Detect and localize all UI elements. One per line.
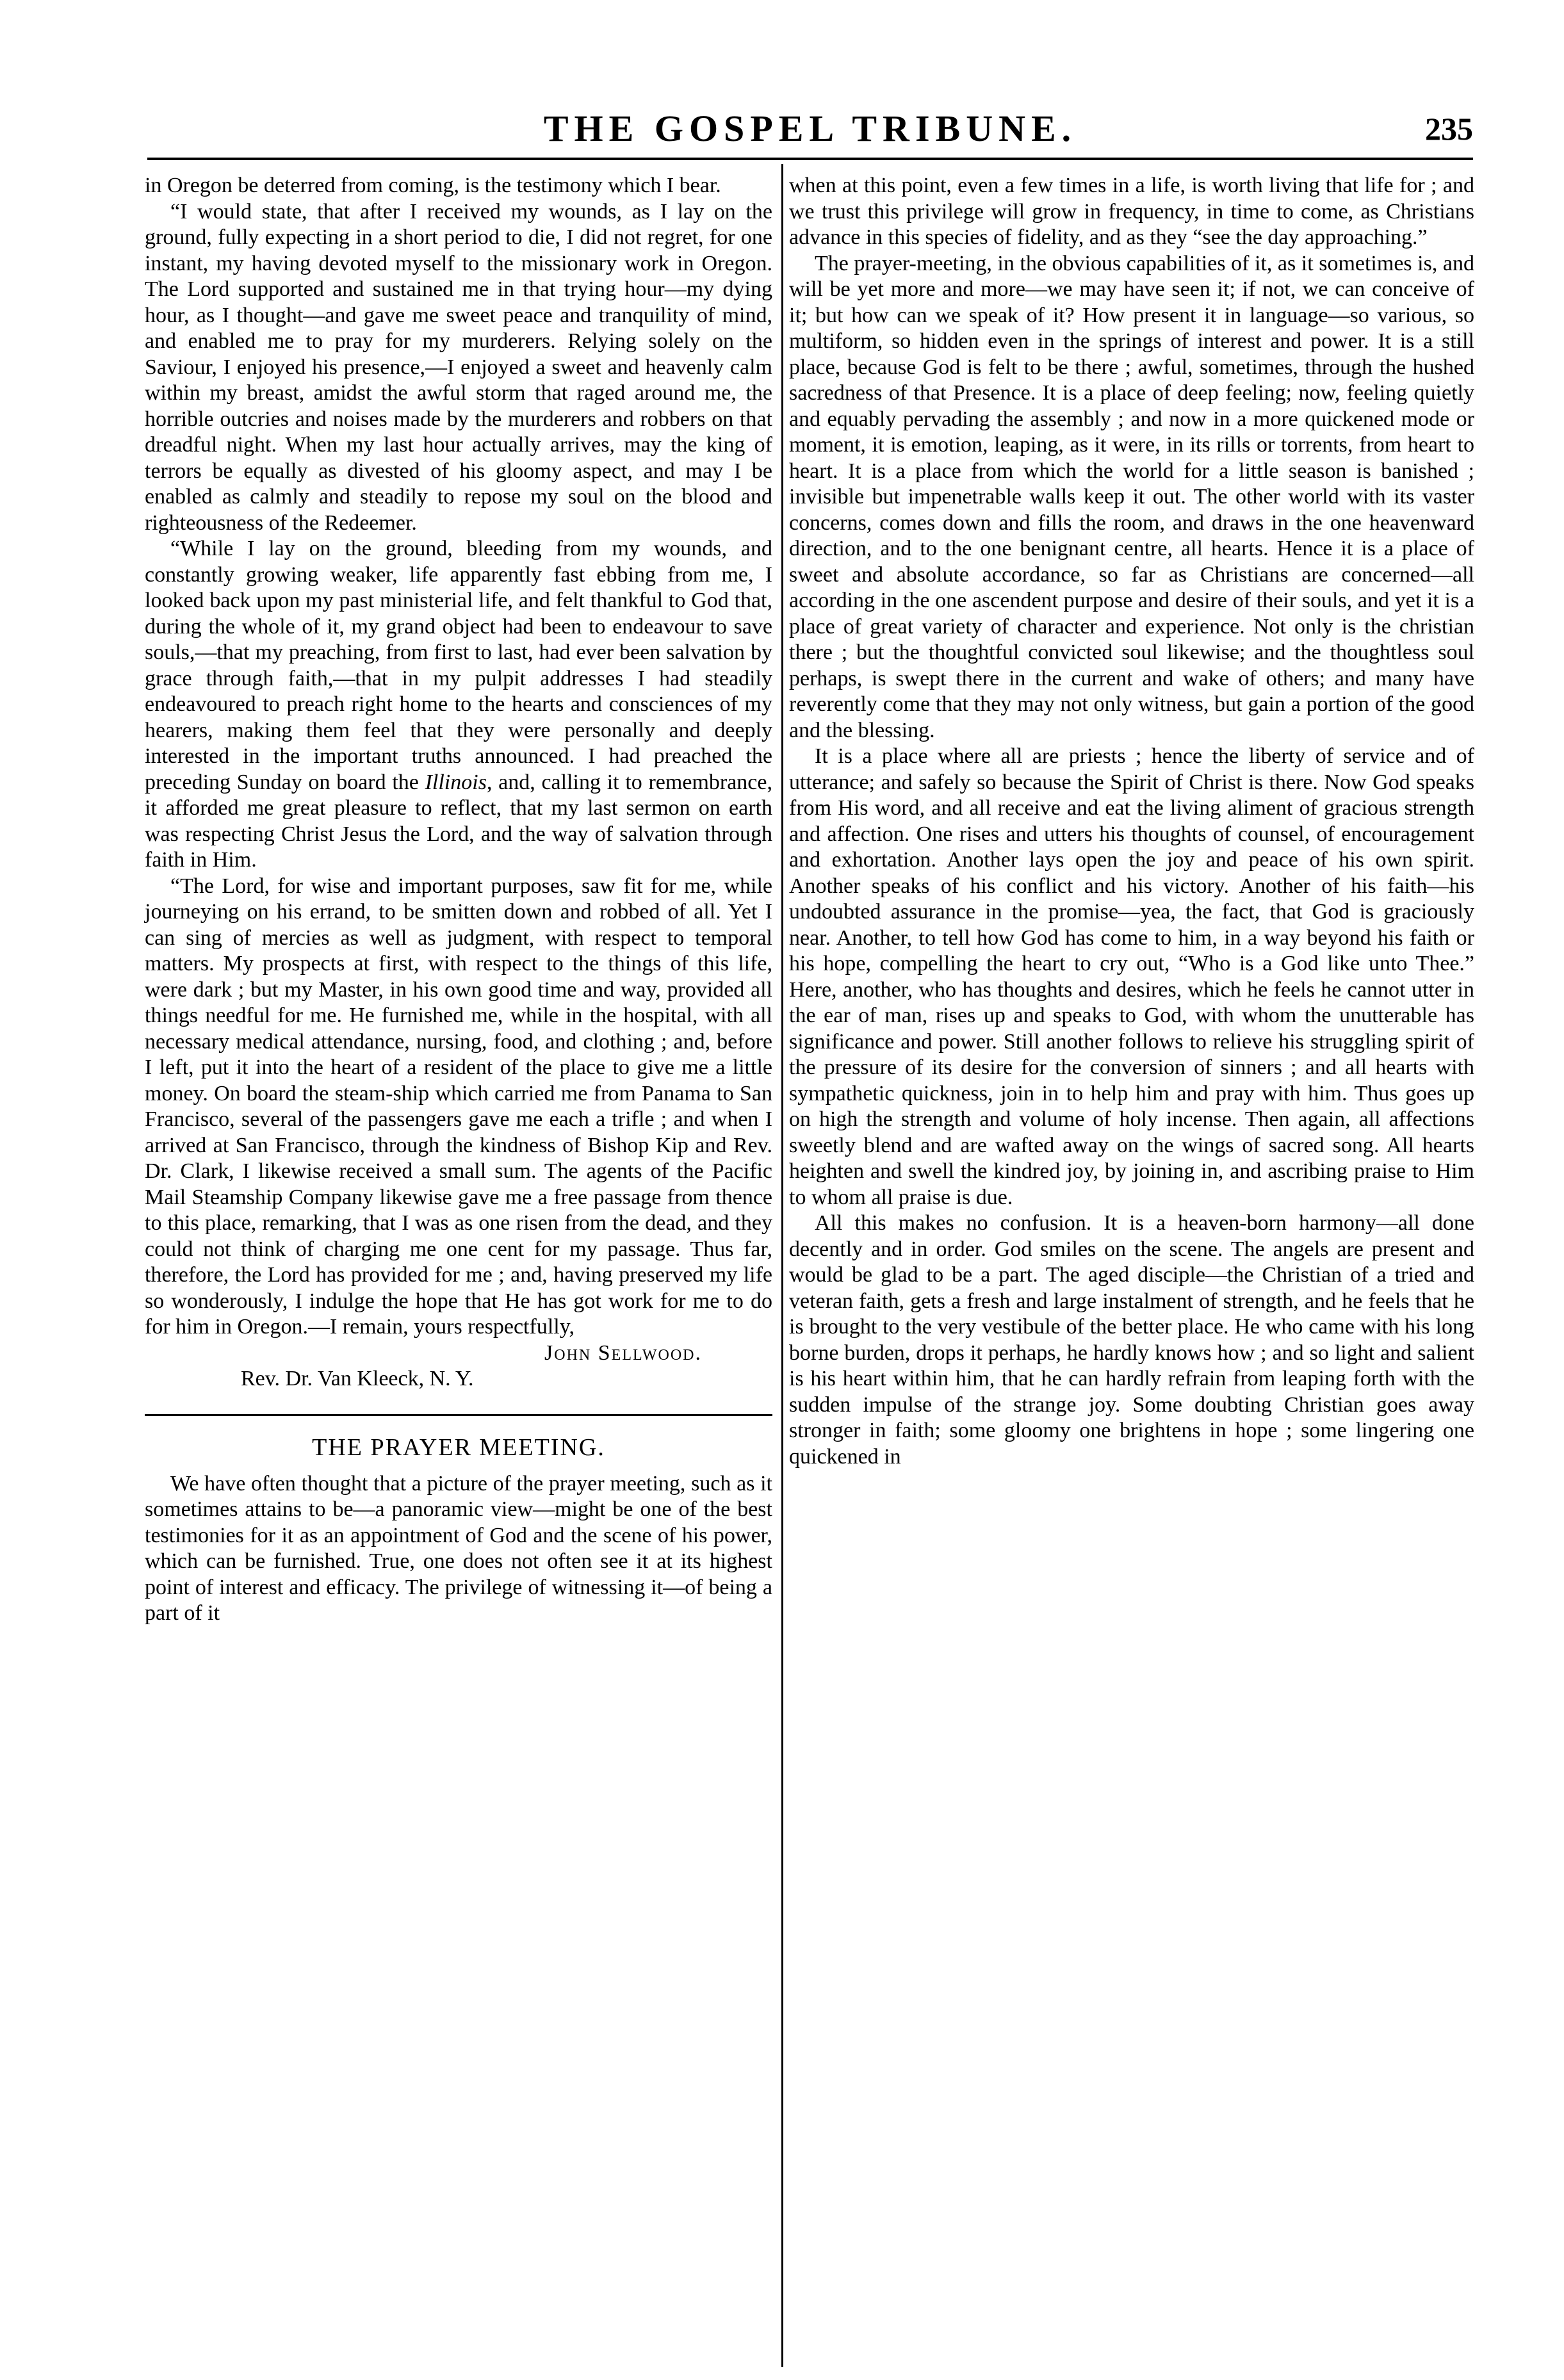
letter-signature: John Sellwood. <box>544 1341 702 1365</box>
column-divider <box>781 164 783 2367</box>
ship-name: Illinois <box>425 770 487 794</box>
letter-paragraph-3-end: , and, calling it to remembrance, it afforded me great pleasure to reflect, that my last sermon on earth was respecting Christ Jesus the Lord, and the way of salvation through faith in Him. <box>145 770 772 872</box>
article-paragraph-5: All this makes no confusion. It is a heaven-born harmony—all done decently and in order. God smiles on the scene. The angels are present and would be glad to be a part. The aged disciple—the Christian of a tried and veteran faith, gets a fresh and large instalment of strength, and he feels that he is brought to the very vestibule of the better place. He who came with his long borne burden, drops it perhaps, he hardly knows how ; and so light and salient is his heart within him, that he can hardly refrain from leaping forth with the sudden impulse of the strange joy. Some doubting Christian goes away stronger in faith; some gloomy one brightens in hope ; some lingering one quickened in <box>789 1211 1474 1469</box>
right-column <box>789 173 1474 1470</box>
letter-paragraph-3 <box>145 536 772 874</box>
header-rule <box>147 158 1473 160</box>
page-header <box>147 102 1473 155</box>
article-paragraph-4: It is a place where all are priests ; hence the liberty of service and of utterance; and safely so because the Spirit of Christ is there. Now God speaks from His word, and all receive and eat the living aliment of gracious strength and affection. One rises and utters his thoughts of counsel, of encouragement and exhortation. Another lays open the joy and peace of his own spirit. Another speaks of his conflict and his victory. Another of his faith—his undoubted assurance in the promise—yea, the fact, that God is graciously near. Another, to tell how God has come to him, in a way beyond his faith or his hope, compelling the heart to cry out, “Who is a God like unto Thee.” Here, another, who has thoughts and desires, which he feels he cannot utter in the ear of man, rises up and speaks to God, with whom the unutterable has significance and power. Still another follows to relieve his struggling spirit of the pressure of its desire for the conversion of sinners ; and all hearts with sympathetic quickness, join in to help him and pray with him. Thus goes up on high the strength and volume of holy incense. Then again, all affections sweetly blend and are wafted away on the wings of sacred song. All hearts heighten and swell the kindred joy, by joining in, and ascribing praise to Him to whom all praise is due. <box>789 744 1474 1209</box>
page-number: 235 <box>1425 111 1473 147</box>
letter-paragraph-2: “I would state, that after I received my wounds, as I lay on the ground, fully expecting in a short period to die, I did not regret, for one instant, my having devoted myself to the missionary work in Oregon. The Lord supported and sustained me in that trying hour—my dying hour, as I thought—and gave me sweet peace and tranquility of mind, and enabled me to pray for my murderers. Relying solely on the Saviour, I enjoyed his presence,—I enjoyed a sweet and heavenly calm within my breast, amidst the awful storm that raged around me, the horrible outcries and noises made by the murderers and robbers on that dreadful night. When my last hour actually arrives, may the king of terrors be equally as divested of his gloomy aspect, and may I be enabled as calmly and steadily to repose my soul on the blood and righteousness of the Redeemer. <box>145 199 772 535</box>
section-rule <box>145 1414 772 1416</box>
article-paragraph-1: We have often thought that a picture of the prayer meeting, such as it sometimes attains to be—a panoramic view—might be one of the best testimonies for it as an appointment of God and the scene of his power, which can be furnished. True, one does not often see it at its highest point of interest and efficacy. The privilege of witnessing it—of being a part of it <box>145 1471 772 1625</box>
left-column <box>145 173 772 1627</box>
article-paragraph-3: The prayer-meeting, in the obvious capabilities of it, as it sometimes is, and will be yet more and more—we may have seen it; if not, we can conceive of it; but how can we speak of it? How present it in language—so various, so multiform, so hidden even in the springs of interest and power. It is a still place, because God is felt to be there ; awful, sometimes, through the hushed sacredness of that Presence. It is a place of deep feeling; now, feeling quietly and equably pervading the assembly ; and now in a more quickened mode or moment, it is emotion, leaping, as it were, in its rills or torrents, from heart to heart. It is a place from which the world for a little season is banished ; invisible but impenetrable walls keep it out. The other world with its vaster concerns, comes down and fills the room, and draws in the one heavenward direction, and to the one benignant centre, all hearts. Hence it is a place of sweet and absolute accordance, so far as Christians are concerned—all according in the one ascendent purpose and desire of their souls, and yet it is a place of great variety of character and experience. Not only is the christian there ; but the thoughtful convicted soul likewise; and the thoughtless soul perhaps, is swept there in the current and wake of others; and many have reverently come that they may not only witness, but gain a portion of the good and the blessing. <box>789 251 1474 742</box>
article-paragraph-2: when at this point, even a few times in a life, is worth living that life for ; and we trust this privilege will grow in frequency, in time to come, as Christians advance in this species of fidelity, and as they “see the day approaching.” <box>789 174 1474 249</box>
letter-address: Rev. Dr. Van Kleeck, N. Y. <box>241 1367 474 1390</box>
letter-paragraph-1: in Oregon be deterred from coming, is the testimony which I bear. <box>145 174 721 197</box>
section-title: THE PRAYER MEETING. <box>312 1433 605 1461</box>
publication-title: THE GOSPEL TRIBUNE. <box>543 108 1077 149</box>
letter-paragraph-3-start: “While I lay on the ground, bleeding from my wounds, and constantly growing weaker, life apparently fast ebbing from me, I looked back upon my past ministerial life, and felt thankful to God that, during the whole of it, my grand object had been to endeavour to save souls,—that my preaching, from first to last, had ever been salvation by grace through faith,—that in my pulpit addresses I had steadily endeavoured to preach right home to the hearts and consciences of my hearers, making them feel that they were personally and deeply interested in the important truths announced. I had preached the preceding Sunday on board the <box>145 537 772 794</box>
letter-paragraph-4: “The Lord, for wise and important purposes, saw fit for me, while journeying on his errand, to be smitten down and robbed of all. Yet I can sing of mercies as well as judgment, with respect to temporal matters. My prospects at first, with respect to the things of this life, were dark ; but my Master, in his own good time and way, provided all things needful for me. He furnished me, while in the hospital, with all necessary medical attendance, nursing, food, and clothing ; and, before I left, put it into the heart of a resident of the place to give me a little money. On board the steam-ship which carried me from Panama to San Francisco, several of the passengers gave me each a trifle ; and when I arrived at San Francisco, through the kindness of Bishop Kip and Rev. Dr. Clark, I likewise received a small sum. The agents of the Pacific Mail Steamship Company likewise gave me a free passage from thence to this place, remarking, that I was as one risen from the dead, and they could not think of charging me one cent for my passage. Thus far, therefore, the Lord has provided for me ; and, having preserved my life so wonderously, I indulge the hope that He has got work for me to do for him in Oregon.—I remain, yours respectfully, <box>145 874 772 1339</box>
